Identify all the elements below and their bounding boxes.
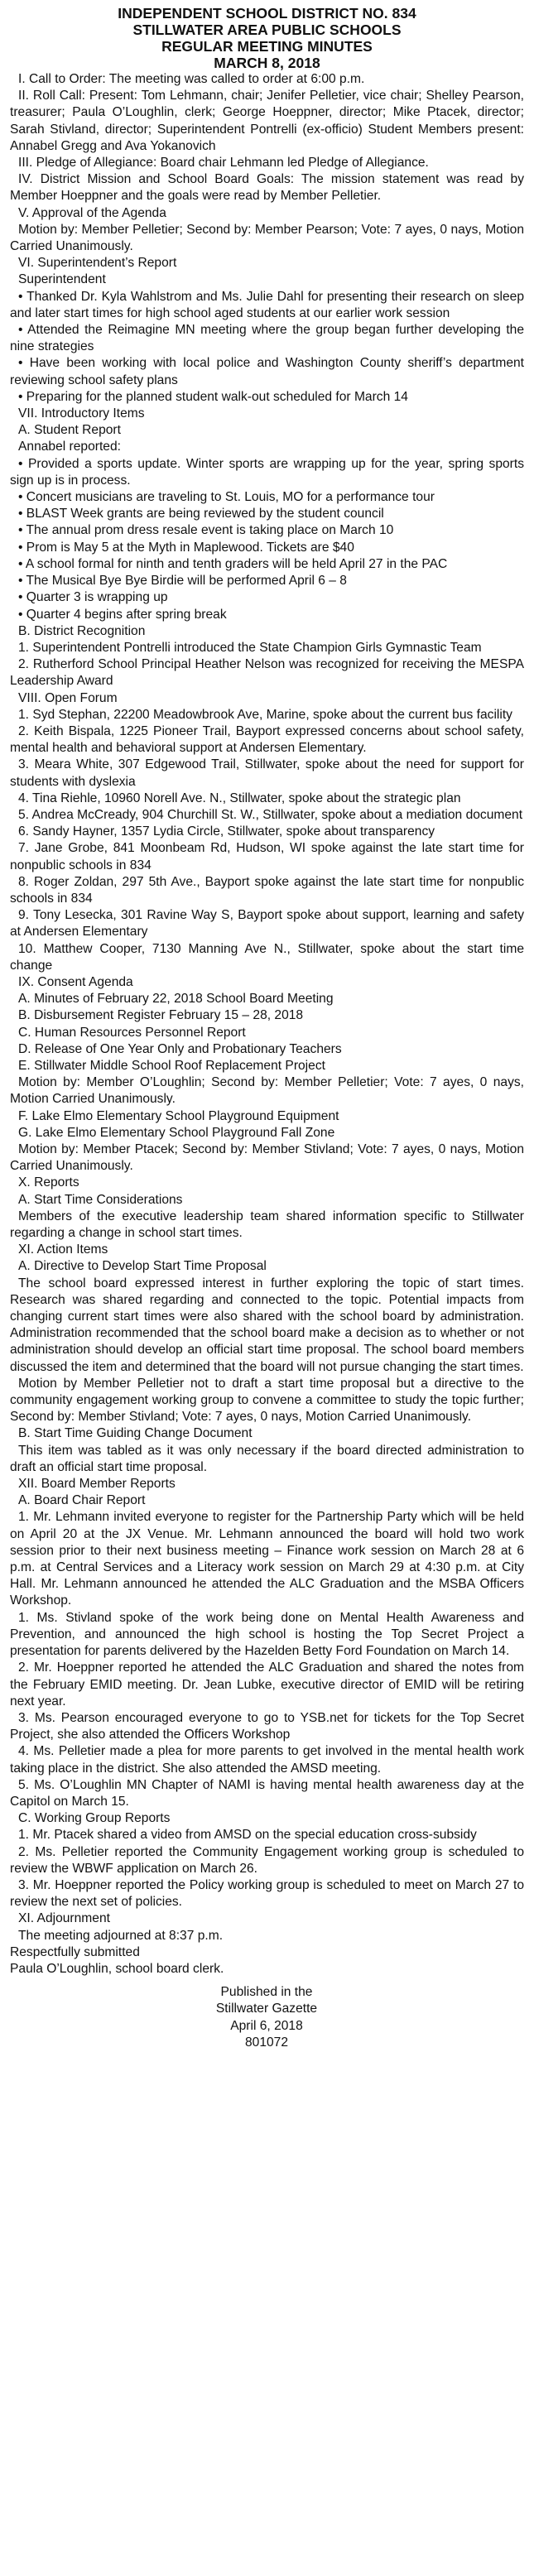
paragraph: VII. Introductory Items [18, 406, 145, 421]
paragraph: • Quarter 4 begins after spring break [18, 607, 227, 622]
paragraph: 4. Ms. Pelletier made a plea for more parents to get involved in the mental health work taking place in the district. She also attended the AMSD meeting. [10, 1744, 524, 1776]
paragraph: G. Lake Elmo Elementary School Playground Fall Zone [18, 1125, 335, 1140]
paragraph: 2. Mr. Hoeppner reported he attended the ALC Graduation and shared the notes from the February EMID meeting. Dr. Jean Lubke, executive director of EMID will be retiring next year. [10, 1660, 524, 1709]
paragraph: 10. Matthew Cooper, 7130 Manning Ave N., Stillwater, spoke about the start time change [10, 941, 524, 973]
paragraph: Motion by: Member Pelletier; Second by: Member Pearson; Vote: 7 ayes, 0 nays, Motion Carried Unanimously. [10, 222, 524, 254]
paragraph: • The Musical Bye Bye Birdie will be performed April 6 – 8 [18, 574, 347, 589]
footer-line: April 6, 2018 [230, 2018, 303, 2033]
paragraph: VI. Superintendent’s Report [18, 256, 177, 271]
paragraph: I. Call to Order: The meeting was called to order at 6:00 p.m. [18, 72, 365, 86]
paragraph: IV. District Mission and School Board Goals: The mission statement was read by Member Hoeppner and the goals were read by Member Pelletier. [10, 172, 524, 204]
heading-line: MARCH 8, 2018 [214, 55, 320, 71]
paragraph: • Attended the Reimagine MN meeting where the group began further developing the nine strategies [10, 323, 524, 354]
paragraph: • The annual prom dress resale event is taking place on March 10 [18, 523, 394, 538]
paragraph: A. Start Time Considerations [18, 1192, 183, 1207]
notice-heading [10, 5, 524, 71]
paragraph: 1. Syd Stephan, 22200 Meadowbrook Ave, Marine, spoke about the current bus facility [18, 707, 512, 722]
paragraph: 1. Ms. Stivland spoke of the work being done on Mental Health Awareness and Prevention, and announced the high school is hosting the Top Secret Project a presentation for parents delivered by the Hazelden Betty Ford Foundation on March 14. [10, 1610, 524, 1659]
paragraph: This item was tabled as it was only necessary if the board directed administration to draft an official start time proposal. [10, 1443, 524, 1474]
paragraph: • Thanked Dr. Kyla Wahlstrom and Ms. Julie Dahl for presenting their research on sleep and later start times for high school aged students at our earlier work session [10, 289, 524, 320]
paragraph: E. Stillwater Middle School Roof Replacement Project [18, 1058, 325, 1073]
paragraph: Motion by Member Pelletier not to draft a start time proposal but a directive to the community engagement working group to convene a committee to study the topic further; Second by: Member Stivland; Vote: 7 ayes, 0 nays, Motion Carried Unanimously. [10, 1376, 524, 1425]
paragraph: A. Directive to Develop Start Time Proposal [18, 1259, 267, 1274]
footer-line: Published in the [220, 1985, 313, 2000]
paragraph: 8. Roger Zoldan, 297 5th Ave., Bayport spoke against the late start time for nonpublic schools in 834 [10, 874, 524, 906]
footer-line: Stillwater Gazette [215, 2002, 318, 2016]
paragraph: A. Board Chair Report [18, 1493, 146, 1508]
paragraph: The meeting adjourned at 8:37 p.m. [18, 1928, 224, 1943]
paragraph: • Concert musicians are traveling to St. Louis, MO for a performance tour [18, 490, 435, 505]
paragraph: XI. Adjournment [18, 1911, 110, 1926]
paragraph: Members of the executive leadership team shared information specific to Stillwater regarding a change in school start times. [10, 1209, 524, 1241]
paragraph: C. Working Group Reports [18, 1811, 171, 1826]
paragraph: VIII. Open Forum [18, 690, 118, 705]
paragraph: XI. Action Items [18, 1242, 108, 1257]
heading-line: REGULAR MEETING MINUTES [161, 38, 373, 55]
heading-line: STILLWATER AREA PUBLIC SCHOOLS [132, 22, 402, 38]
paragraph: 6. Sandy Hayner, 1357 Lydia Circle, Stillwater, spoke about transparency [18, 824, 435, 839]
paragraph: II. Roll Call: Present: Tom Lehmann, chair; Jenifer Pelletier, vice chair; Shelley Pearson, treasurer; Paula O’Loughlin, clerk; George Hoeppner, director; Mike Ptacek, director; Sarah Stivland, director; Superintendent Pontrelli (ex-officio) Student Members present: Annabel Gregg and Ava Yokanovich [10, 89, 524, 153]
legal-notice [10, 0, 524, 2058]
heading-line: INDEPENDENT SCHOOL DISTRICT NO. 834 [118, 5, 416, 22]
paragraph: B. District Recognition [18, 623, 146, 638]
paragraph: Respectfully submitted [10, 1944, 140, 1959]
paragraph: 3. Meara White, 307 Edgewood Trail, Stillwater, spoke about the need for support for students with dyslexia [10, 757, 524, 789]
paragraph: 1. Mr. Lehmann invited everyone to register for the Partnership Party which will be held on April 20 at the JX Venue. Mr. Lehmann announced the board will hold two work session prior to their next business meeting – Finance work session on March 28 at 6 p.m. at Central Services and a Literacy work session on March 29 at 4:30 p.m. at City Hall. Mr. Lehmann announced he attended the ALC Graduation and the MSBA Officers Workshop. [10, 1510, 524, 1608]
paragraph: C. Human Resources Personnel Report [18, 1025, 246, 1040]
paragraph: Annabel reported: [18, 440, 121, 454]
paragraph: 9. Tony Lesecka, 301 Ravine Way S, Bayport spoke about support, learning and safety at Andersen Elementary [10, 908, 524, 940]
paragraph: D. Release of One Year Only and Probationary Teachers [18, 1041, 342, 1056]
paragraph: XII. Board Member Reports [18, 1477, 176, 1492]
paragraph: A. Minutes of February 22, 2018 School Board Meeting [18, 992, 334, 1007]
paragraph: Superintendent [18, 272, 106, 287]
paragraph: 1. Superintendent Pontrelli introduced the State Champion Girls Gymnastic Team [18, 640, 482, 655]
minutes-body [10, 71, 524, 1978]
paragraph: F. Lake Elmo Elementary School Playground Equipment [18, 1108, 339, 1123]
paragraph: • A school formal for ninth and tenth graders will be held April 27 in the PAC [18, 556, 448, 571]
paragraph: 2. Rutherford School Principal Heather Nelson was recognized for receiving the MESPA Leadership Award [10, 657, 524, 689]
paragraph: 5. Ms. O’Loughlin MN Chapter of NAMI is having mental health awareness day at the Capitol on March 15. [10, 1777, 524, 1809]
paragraph: • Prom is May 5 at the Myth in Maplewood. Tickets are $40 [18, 540, 354, 555]
paragraph: Motion by: Member Ptacek; Second by: Member Stivland; Vote: 7 ayes, 0 nays, Motion Carried Unanimously. [10, 1142, 524, 1174]
paragraph: V. Approval of the Agenda [18, 205, 166, 220]
paragraph: Motion by: Member O’Loughlin; Second by: Member Pelletier; Vote: 7 ayes, 0 nays, Motion Carried Unanimously. [10, 1075, 524, 1107]
footer-line: 801072 [244, 2035, 289, 2050]
paragraph: 1. Mr. Ptacek shared a video from AMSD on the special education cross-subsidy [18, 1828, 477, 1843]
paragraph: 7. Jane Grobe, 841 Moonbeam Rd, Hudson, WI spoke against the late start time for nonpublic schools in 834 [10, 841, 524, 872]
paragraph: 5. Andrea McCready, 904 Churchill St. W., Stillwater, spoke about a mediation document [18, 807, 523, 822]
paragraph: B. Disbursement Register February 15 – 28, 2018 [18, 1008, 304, 1023]
paragraph: • Provided a sports update. Winter sports are wrapping up for the year, spring sports sign up is in process. [10, 456, 524, 488]
publication-footer [101, 1984, 432, 2051]
paragraph: 2. Keith Bispala, 1225 Pioneer Trail, Bayport expressed concerns about school safety, mental health and behavioral support at Andersen Elementary. [10, 723, 524, 756]
signature-line: Paula O’Loughlin, school board clerk. [10, 1961, 224, 1976]
paragraph: III. Pledge of Allegiance: Board chair Lehmann led Pledge of Allegiance. [18, 156, 429, 171]
paragraph: A. Student Report [18, 423, 121, 438]
paragraph: 3. Mr. Hoeppner reported the Policy working group is scheduled to meet on March 27 to review the next set of policies. [10, 1877, 524, 1910]
paragraph: • Quarter 3 is wrapping up [18, 590, 168, 605]
paragraph: 3. Ms. Pearson encouraged everyone to go to YSB.net for tickets for the Top Secret Project, she also attended the Officers Workshop [10, 1710, 524, 1742]
paragraph: The school board expressed interest in further exploring the topic of start times. Research was shared regarding and connected to the topic. Potential impacts from changing current start times were also shared with the school board by administration. Administration recommended that the school board make a decision as to whether or not administration should develop an official start time proposal. The school board members discussed the item and determined that the board will not pursue changing the start times. [10, 1276, 524, 1374]
paragraph: • Have been working with local police and Washington County sheriff’s department reviewing school safety plans [10, 356, 524, 387]
paragraph: X. Reports [18, 1175, 79, 1190]
paragraph: • Preparing for the planned student walk-out scheduled for March 14 [18, 389, 408, 404]
paragraph: B. Start Time Guiding Change Document [18, 1426, 253, 1441]
paragraph: 4. Tina Riehle, 10960 Norell Ave. N., Stillwater, spoke about the strategic plan [18, 791, 461, 805]
paragraph: IX. Consent Agenda [18, 974, 133, 989]
paragraph: • BLAST Week grants are being reviewed by the student council [18, 507, 384, 521]
paragraph: 2. Ms. Pelletier reported the Community Engagement working group is scheduled to review the WBWF application on March 26. [10, 1844, 524, 1876]
